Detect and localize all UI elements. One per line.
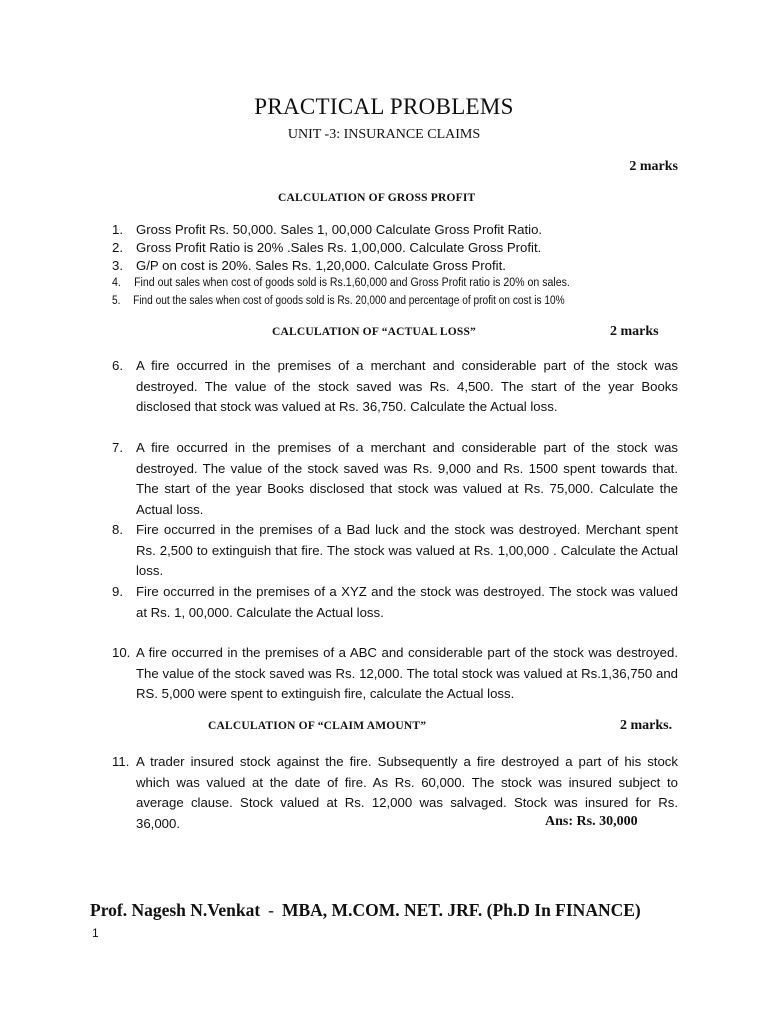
- question-4: [112, 277, 570, 289]
- question-text: A trader insured stock against the fire. Subsequently a fire destroyed a part of his stock which was valued at the date of fire. As Rs. 60,000. The stock was insured subject to average clause. Stock valued at Rs. 12,000 was salvaged. Stock was insured for Rs. 36,000.: [136, 754, 678, 831]
- footer-author: Prof. Nagesh N.Venkat: [90, 900, 261, 920]
- question-number: 6.: [112, 358, 123, 373]
- question-text: Gross Profit Ratio is 20% .Sales Rs. 1,00,000. Calculate Gross Profit.: [136, 240, 542, 255]
- question-text: Find out the sales when cost of goods sold is Rs. 20,000 and percentage of profit on cost is 10%: [133, 295, 565, 307]
- question-number: 7.: [112, 440, 123, 455]
- question-number: 2.: [112, 240, 123, 255]
- question-9: [112, 582, 678, 623]
- page-subtitle: UNIT -3: INSURANCE CLAIMS: [287, 127, 481, 142]
- question-text: Fire occurred in the premises of a XYZ and the stock was destroyed. The stock was valued at Rs. 1, 00,000. Calculate the Actual loss.: [136, 584, 678, 620]
- footer-credentials: MBA, M.COM. NET. JRF. (Ph.D In FINANCE): [281, 900, 641, 920]
- question-number: 8.: [112, 522, 123, 537]
- section-marks-claim-amount: 2 marks.: [620, 718, 673, 733]
- footer-separator: -: [268, 900, 274, 920]
- footer-author-line: [90, 900, 641, 921]
- question-text: G/P on cost is 20%. Sales Rs. 1,20,000. Calculate Gross Profit.: [136, 258, 506, 273]
- question-number: 9.: [112, 584, 123, 599]
- question-2: [112, 240, 541, 255]
- question-3: [112, 258, 506, 273]
- question-number: 1.: [112, 222, 123, 237]
- question-text: A fire occurred in the premises of a ABC and considerable part of the stock was destroyed. The value of the stock saved was Rs. 12,000. The total stock was valued at Rs.1,36,750 and RS. 5,000 were spent to extinguish fire, calculate the Actual loss.: [136, 645, 678, 701]
- question-number: 11.: [112, 754, 130, 769]
- page-number: 1: [92, 926, 99, 940]
- question-8: [112, 520, 678, 582]
- page-title: PRACTICAL PROBLEMS: [254, 94, 514, 119]
- question-text: Find out sales when cost of goods sold is Rs.1,60,000 and Gross Profit ratio is 20% on sales.: [134, 277, 570, 289]
- section-heading-actual-loss: CALCULATION OF “ACTUAL LOSS”: [272, 326, 477, 338]
- question-6: [112, 356, 678, 418]
- question-text: Fire occurred in the premises of a Bad luck and the stock was destroyed. Merchant spent Rs. 2,500 to extinguish that fire. The stock was valued at Rs. 1,00,000 . Calculate the Actual loss.: [136, 522, 678, 578]
- section-marks-actual-loss: 2 marks: [610, 324, 659, 339]
- section-heading-claim-amount: CALCULATION OF “CLAIM AMOUNT”: [208, 720, 427, 732]
- question-text: A fire occurred in the premises of a merchant and considerable part of the stock was destroyed. The value of the stock saved was Rs. 4,500. The start of the year Books disclosed that stock was valued at Rs. 36,750. Calculate the Actual loss.: [136, 358, 678, 414]
- question-text: Gross Profit Rs. 50,000. Sales 1, 00,000 Calculate Gross Profit Ratio.: [136, 222, 543, 237]
- question-number: 3.: [112, 258, 123, 273]
- question-5: [112, 295, 565, 307]
- header-marks: 2 marks: [629, 159, 678, 174]
- section-heading-gross-profit: CALCULATION OF GROSS PROFIT: [278, 192, 476, 204]
- question-7: [112, 438, 678, 520]
- question-number: 10.: [112, 645, 131, 660]
- question-10: [112, 643, 678, 705]
- question-text: A fire occurred in the premises of a merchant and considerable part of the stock was destroyed. The value of the stock saved was Rs. 9,000 and Rs. 1500 spent towards that. The start of the year Books disclosed that stock was valued at Rs. 75,000. Calculate the Actual loss.: [136, 440, 678, 517]
- question-number: 5.: [112, 295, 121, 307]
- question-number: 4.: [112, 277, 121, 289]
- answer-11: Ans: Rs. 30,000: [545, 814, 638, 829]
- question-1: [112, 222, 542, 237]
